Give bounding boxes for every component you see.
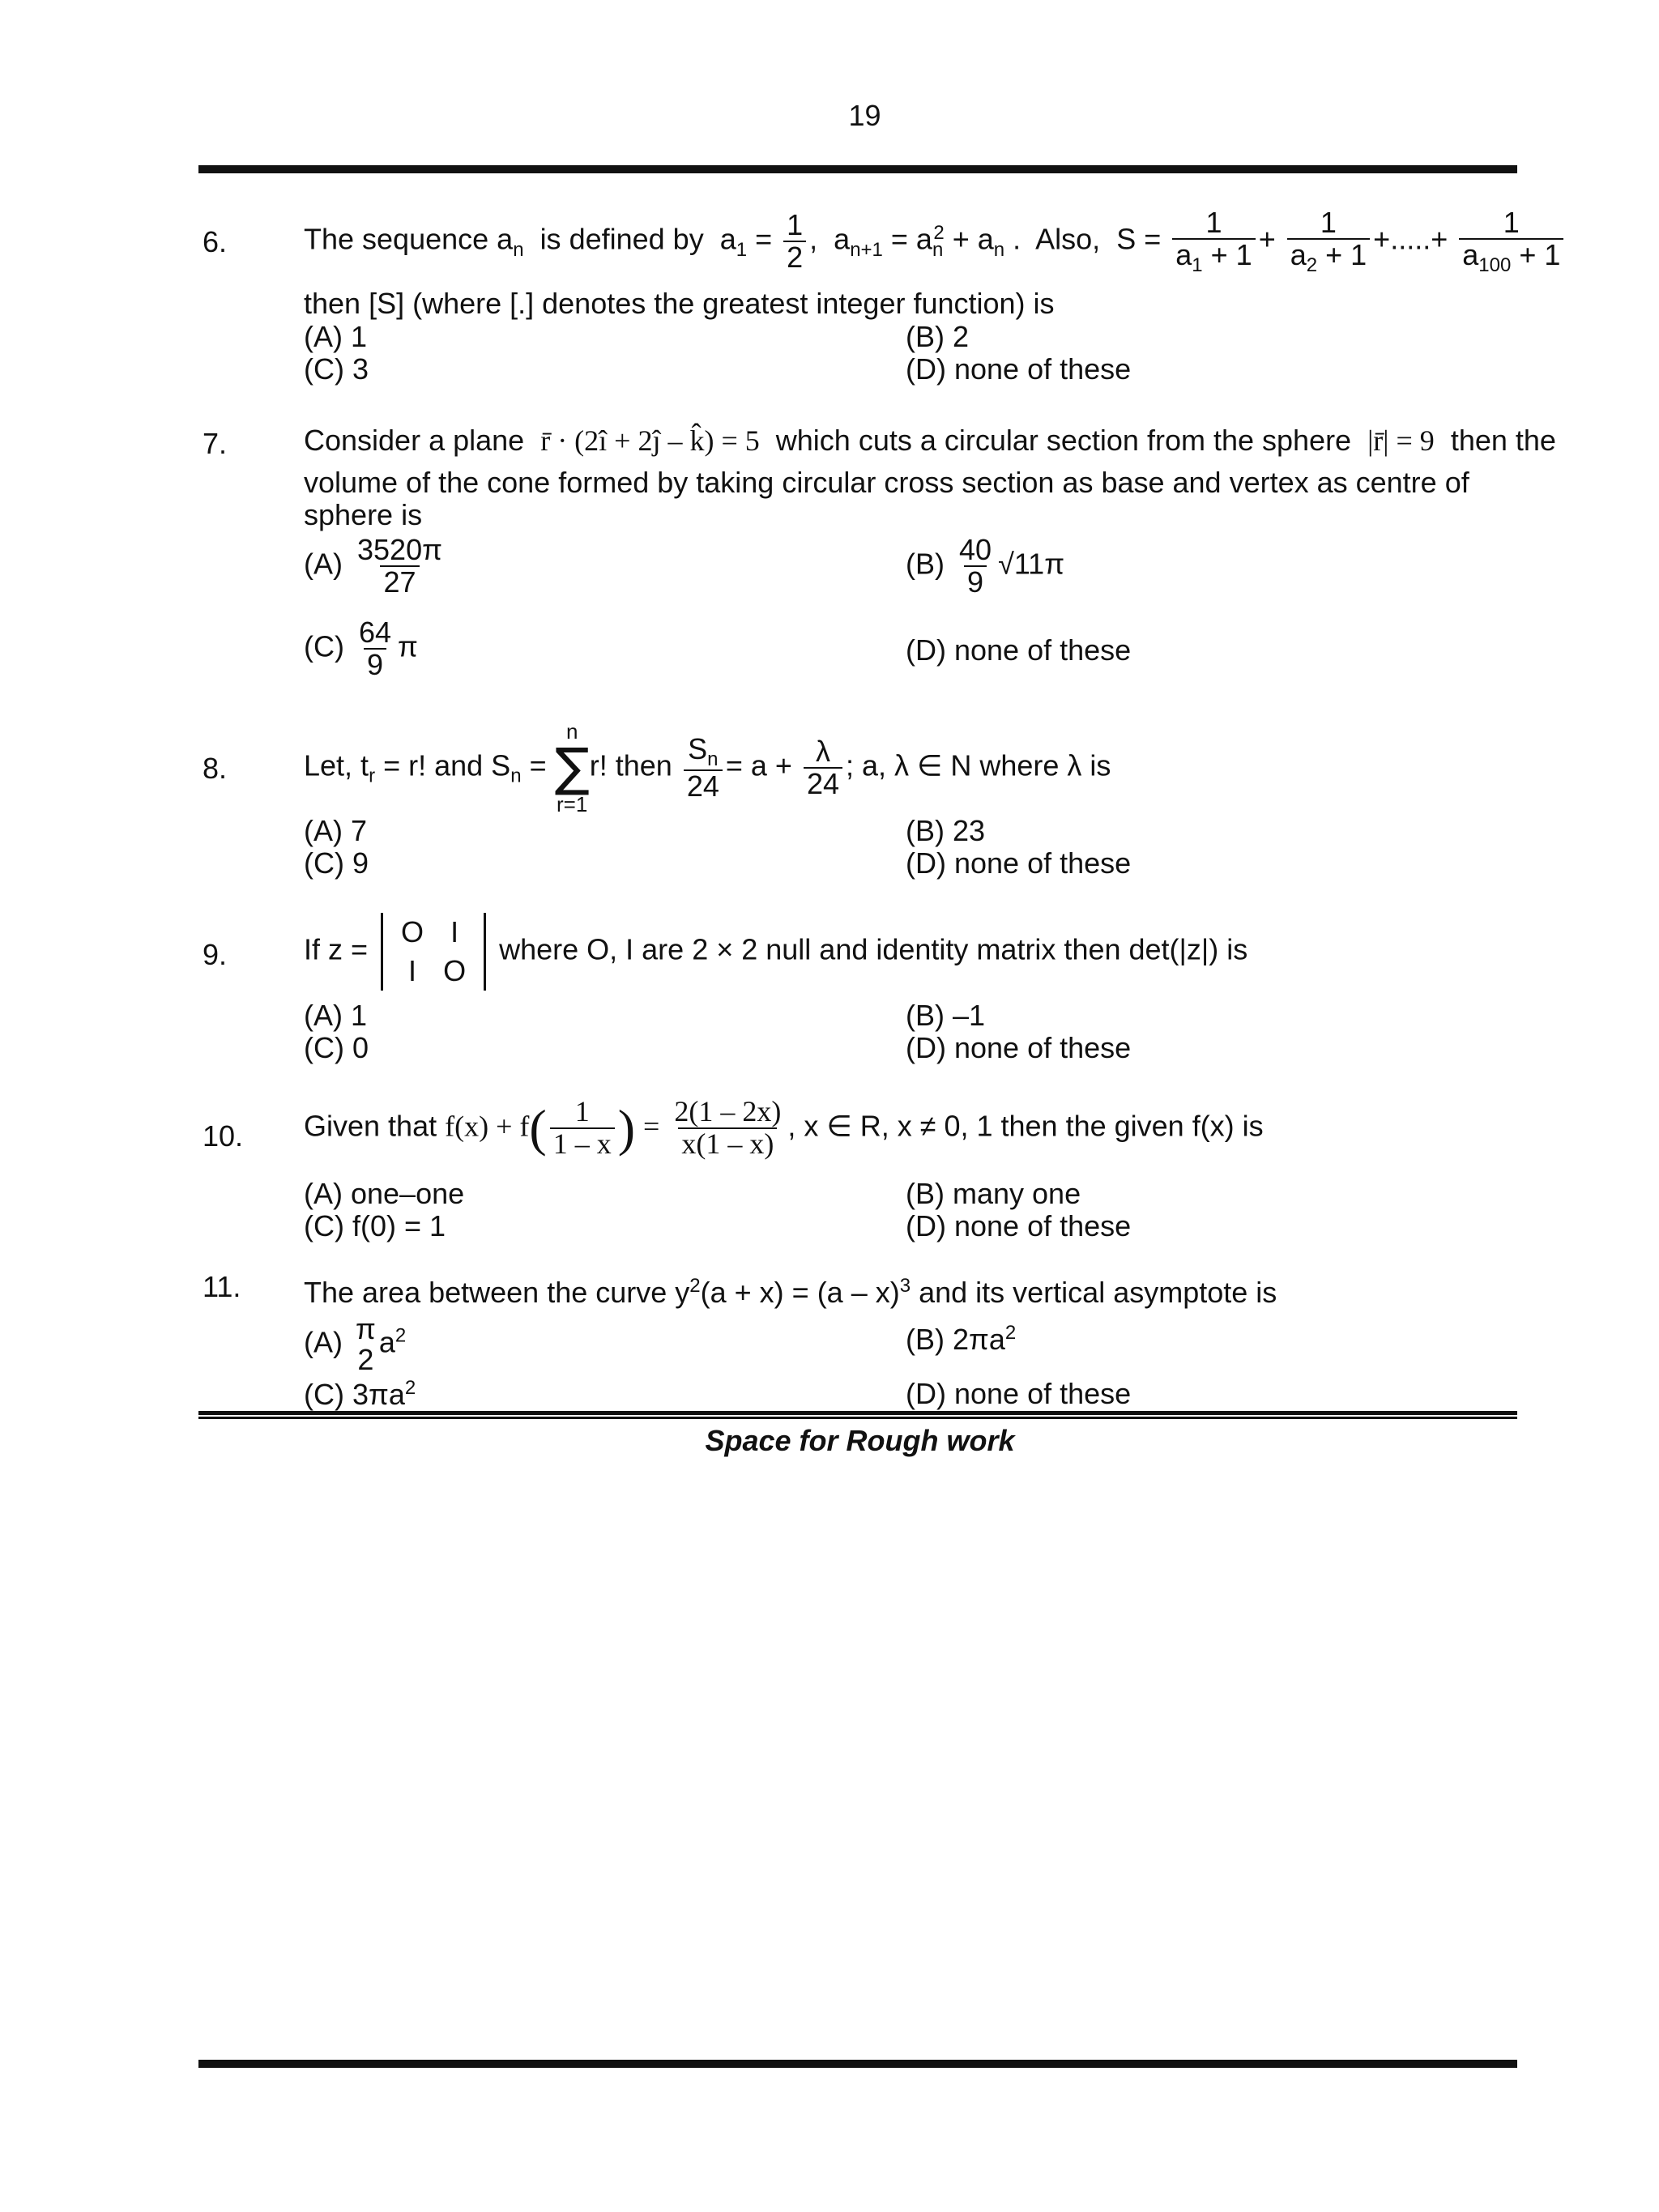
q9-matrix (381, 913, 486, 991)
q7-option-a-label: (A) (304, 547, 343, 581)
q7-option-d[interactable]: (D) none of these (906, 633, 1132, 667)
q7-line2: volume of the cone formed by taking circular cross section as base and vertex as centre of (304, 466, 1469, 499)
q11-option-a-label: (A) (304, 1325, 343, 1359)
q10-option-d[interactable]: (D) none of these (906, 1209, 1132, 1242)
q10-option-a[interactable]: (A) one–one (304, 1177, 465, 1210)
q7-text-b: which cuts a circular section from the sphere (775, 424, 1352, 457)
q11-option-b-label: (B) 2πa (906, 1323, 1005, 1356)
footer-rule (198, 2056, 1517, 2068)
q9-line1 (304, 913, 1247, 991)
q8-summation: n ∑ r=1 (554, 719, 590, 816)
q8-line1: Let, $t_r = r$! and $S_n$ = n ∑ r=1 r! then $\frac{S_n}{24}$ = a + $\frac{\lambda}{24}$ ; a, λ ∈ N where λ is (304, 719, 1111, 816)
q9-option-c[interactable]: (C) 0 (304, 1031, 369, 1064)
q8-option-d[interactable]: (D) none of these (906, 846, 1132, 880)
q7-option-c-den: 9 (364, 648, 386, 680)
q8-option-c[interactable]: (C) 9 (304, 846, 369, 880)
q7-line1: Consider a plane r̄ · (2î + 2ĵ – k̂) = 5 which cuts a circular section from the sphere |r̄| = 9 then the (304, 424, 1556, 457)
q6-def: is defined by (539, 222, 704, 256)
q11-text-c: and its vertical asymptote is (919, 1276, 1277, 1309)
question-9-number: 9. (203, 938, 228, 971)
question-11-number: 11. (203, 1270, 241, 1303)
q7-option-a[interactable] (304, 535, 449, 598)
q11-option-c-label: (C) 3πa (304, 1378, 405, 1411)
q6-option-d[interactable]: (D) none of these (906, 352, 1132, 386)
q11-line1: The area between the curve $y^2(a + x) = (a - x)^3$ and its vertical asymptote is (304, 1275, 1277, 1309)
rough-work-rule (198, 1411, 1517, 1419)
q7-option-b-num: 40 (959, 533, 992, 566)
q7-option-c-label: (C) (304, 629, 344, 663)
q10-option-b[interactable]: (B) many one (906, 1177, 1081, 1210)
q7-option-c-num: 64 (359, 616, 392, 649)
q7-option-b-label: (B) (906, 547, 945, 581)
matrix-cell: I (408, 954, 417, 987)
q10-text-b: , x ∈ R, x ≠ 0, 1 then the given f(x) is (787, 1109, 1264, 1143)
q8-text-d: r! then (589, 748, 672, 782)
q8-option-a[interactable]: (A) 7 (304, 814, 368, 847)
q7-option-b-den: 9 (964, 565, 987, 598)
q8-option-b[interactable]: (B) 23 (906, 814, 986, 847)
q6-option-c[interactable]: (C) 3 (304, 352, 369, 386)
q9-text-b: where O, I are 2 × 2 null and identity matrix then det(|z|) is (499, 932, 1248, 966)
matrix-cell: O (401, 915, 424, 948)
matrix-cell: I (450, 915, 459, 948)
q6-term1: $\frac{1}{a_1 + 1}$ (1172, 207, 1255, 275)
q7-option-a-num: 3520π (357, 533, 442, 566)
q8-text-a: Let, t (304, 748, 369, 782)
question-10-number: 10. (203, 1119, 244, 1153)
rough-work-label: Space for Rough work (705, 1424, 1015, 1457)
q6-line2: then [S] (where [.] denotes the greatest integer function) is (304, 287, 1055, 320)
page-number: 19 (848, 99, 881, 132)
q6-intro: The sequence a (304, 222, 514, 256)
q7-option-b-tail: √11π (998, 547, 1065, 581)
question-6-line1: The sequence $a_n$ is defined by $a_1$ = $\frac{1}{2}$ , $a_{n+1} = a_n^2 + a_n$ . Also, S = $\frac{1}{a_1 + 1}$ + $\frac{1}{a_2 + 1}$ +.....+ $\frac{1}{a_{100} + 1}$ (304, 207, 1567, 275)
q9-text-a: If z = (304, 932, 369, 966)
q6-a1-fraction: $\frac{1}{2}$ (783, 210, 806, 273)
q11-text-a: The area between the curve y (304, 1276, 690, 1309)
q8-text-c: = (529, 748, 547, 782)
q11-text-b: (a + x) = (a – x) (700, 1276, 900, 1309)
question-7-number: 7. (203, 427, 228, 460)
q11-option-d[interactable]: (D) none of these (906, 1377, 1132, 1410)
q7-option-b[interactable] (906, 535, 1064, 598)
q11-option-a[interactable]: (A) π 2 $a^2$ (304, 1312, 407, 1376)
q6-term100: $\frac{1}{a_{100} + 1}$ (1459, 207, 1563, 275)
header-rule (198, 162, 1517, 173)
q6-option-b[interactable]: (B) 2 (906, 320, 970, 353)
q11-option-b[interactable]: (B) $2\pi a^2$ (906, 1322, 1017, 1356)
q9-option-b[interactable]: (B) –1 (906, 999, 986, 1032)
q8-text-e: ; a, λ ∈ N where λ is (845, 748, 1111, 782)
q7-text-a: Consider a plane (304, 424, 525, 457)
q10-line1: Given that f(x) + f( $\frac{1}{1 - x}$ ) = $\frac{2(1 - 2x)}{x(1 - x)}$ , x ∈ R, x ≠ 0, 1 then the given f(x) is (304, 1095, 1264, 1160)
q6-also: Also, (1035, 222, 1101, 256)
q9-option-a[interactable]: (A) 1 (304, 999, 368, 1032)
q7-option-c-tail: π (398, 629, 418, 663)
q8-text-b: = r! and S (383, 748, 511, 782)
q9-option-d[interactable]: (D) none of these (906, 1031, 1132, 1064)
q7-text-c: then the (1450, 424, 1556, 457)
q6-term2: $\frac{1}{a_2 + 1}$ (1287, 207, 1370, 275)
q7-line3: sphere is (304, 498, 423, 531)
q7-option-a-den: 27 (380, 565, 419, 598)
q6-option-a[interactable]: (A) 1 (304, 320, 368, 353)
question-6-number: 6. (203, 225, 228, 258)
q10-text-a: Given that (304, 1109, 437, 1143)
q7-option-c[interactable] (304, 617, 418, 680)
q11-option-c[interactable]: (C) $3\pi a^2$ (304, 1377, 416, 1411)
question-8-number: 8. (203, 752, 228, 785)
matrix-cell: O (443, 954, 467, 987)
q10-option-c[interactable]: (C) f(0) = 1 (304, 1209, 446, 1242)
